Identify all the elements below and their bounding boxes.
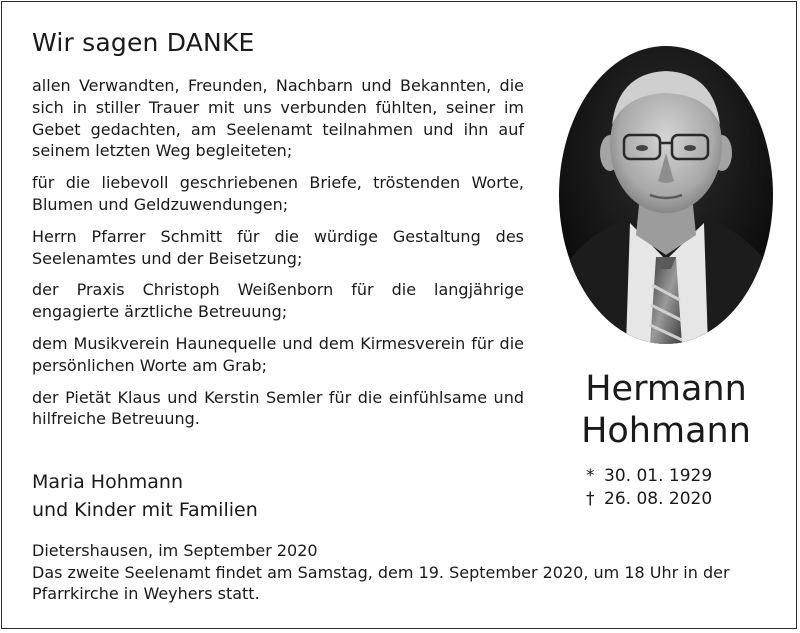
death-date: 26. 08. 2020 <box>604 489 713 509</box>
signer-family: und Kinder mit Familien <box>32 499 258 521</box>
place-date: Dietershausen, im September 2020 <box>32 541 318 560</box>
thanks-paragraph-pastor: Herrn Pfarrer Schmitt für die würdige Gestaltung des Seelenamtes und der Beisetzung; <box>32 226 524 268</box>
thanks-paragraph-funeral-home: der Pietät Klaus und Kerstin Semler für die einfühlsame und hilfreiche Betreuung. <box>32 387 524 429</box>
obituary-notice <box>1 1 797 629</box>
life-dates <box>586 465 756 511</box>
headline: Wir sagen DANKE <box>32 28 255 57</box>
deceased-name <box>562 368 770 452</box>
thanks-paragraph-doctor: der Praxis Christoph Weißenborn für die langjährige engagierte ärztliche Betreuung; <box>32 280 524 322</box>
signer-primary: Maria Hohmann <box>32 471 183 493</box>
death-cross-icon: † <box>586 489 595 509</box>
deceased-first-name: Hermann <box>585 369 747 409</box>
thanks-list <box>32 75 524 440</box>
thanks-paragraph-associations: dem Musikverein Haunequelle und dem Kirmesverein für die persönlichen Worte am Grab; <box>32 333 524 375</box>
portrait-photo-icon <box>558 45 774 345</box>
birth-star-icon: * <box>586 466 595 486</box>
birth-date: 30. 01. 1929 <box>604 466 713 486</box>
death-row <box>586 488 756 511</box>
footer <box>32 540 772 605</box>
thanks-paragraph-relatives: allen Verwandten, Freunden, Nachbarn und Bekannten, die sich in stiller Trauer mit uns verbunden fühlten, seiner im Gebet gedachten, am Seelenamt teilnahmen und ihn auf seinem letzten Weg begleiteten; <box>32 76 524 161</box>
birth-row <box>586 465 756 488</box>
deceased-last-name: Hohmann <box>581 411 751 451</box>
memorial-mass-announcement: Das zweite Seelenamt findet am Samstag, dem 19. September 2020, um 18 Uhr in der Pfarrkirche in Weyhers statt. <box>32 562 730 604</box>
signers <box>32 468 258 524</box>
thanks-paragraph-letters: für die liebevoll geschriebenen Briefe, tröstenden Worte, Blumen und Geldzuwendungen; <box>32 173 524 214</box>
